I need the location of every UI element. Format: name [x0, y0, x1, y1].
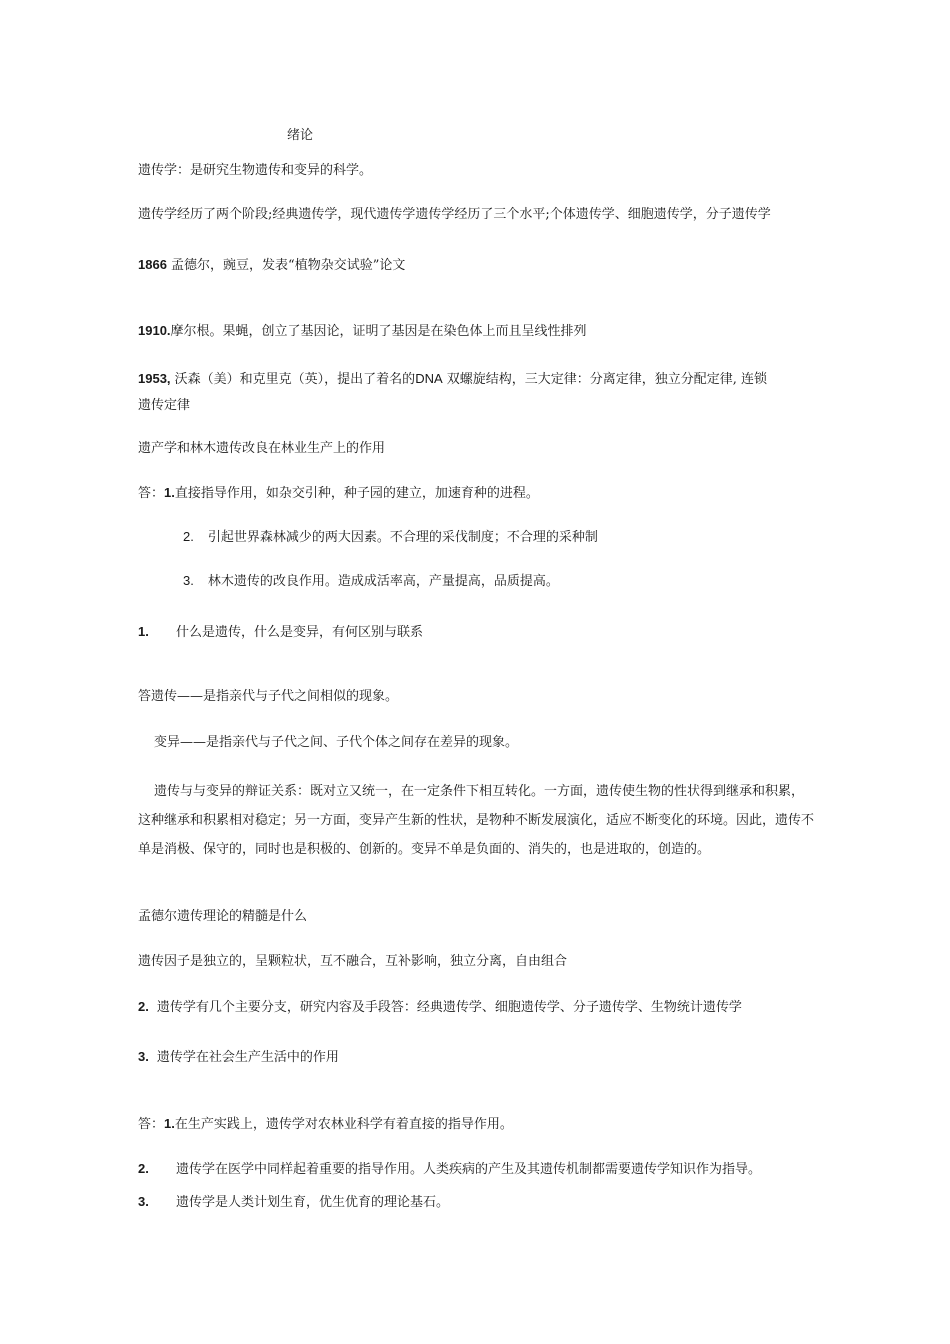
mendel-answer: 遗传因子是独立的，呈颗粒状，互不融合，互补影响，独立分离，自由组合 [138, 954, 568, 969]
year-1910: 1910. [138, 323, 171, 338]
answer-prefix: 答： [138, 1117, 165, 1132]
history-1866-text: 孟德尔，豌豆，发表“植物杂交试验”论文 [166, 258, 406, 273]
stages-line: 遗传学经历了两个阶段;经典遗传学，现代遗传学遗传学经历了三个水平;个体遗传学、细胞遗传学，分子遗传学 [138, 207, 771, 222]
definition-line: 遗传学：是研究生物遗传和变异的科学。 [138, 163, 373, 178]
year-1953: 1953, [138, 371, 171, 386]
question-3 [138, 1048, 339, 1067]
year-1866: 1866 [138, 257, 167, 272]
question-2 [138, 998, 742, 1017]
history-1910-text: 摩尔根。果蝇，创立了基因论，证明了基因是在染色体上而且呈线性排列 [170, 324, 587, 339]
history-1953 [138, 370, 767, 389]
item-number: 2. [183, 529, 194, 544]
question-1 [138, 623, 423, 642]
society-answer-1 [138, 1115, 513, 1134]
question-3-text: 遗传学在社会生产生活中的作用 [156, 1050, 339, 1065]
forestry-answer-1 [138, 484, 539, 503]
history-1953-rest: 双螺旋结构，三大定律：分离定律，独立分配定律, 连锁 [442, 372, 768, 387]
society-answer-2 [138, 1160, 761, 1179]
item-number: 3. [138, 1194, 149, 1209]
history-1866 [138, 256, 405, 275]
page-title: 绪论 [287, 128, 314, 143]
question-1-text: 什么是遗传，什么是变异，有何区别与联系 [176, 625, 424, 640]
forestry-answer-2 [183, 528, 598, 547]
society-answer-3-text: 遗传学是人类计划生育，优生优育的理论基石。 [176, 1195, 450, 1210]
society-answer-2-text: 遗传学在医学中同样起着重要的指导作用。人类疾病的产生及其遗传机制都需要遗传学知识作为指导。 [176, 1162, 762, 1177]
forestry-answer-3 [183, 572, 559, 591]
society-answer-1-text: 在生产实践上，遗传学对农林业科学有着直接的指导作用。 [174, 1117, 513, 1132]
dialectic-paragraph: 遗传与与变异的辩证关系：既对立又统一，在一定条件下相互转化。一方面，遗传使生物的性状得到继承和积累，这种继承和积累相对稳定；另一方面，变异产生新的性状，是物种不断发展演化，适应不断变化的环境。因此，遗传不单是消极、保守的，同时也是积极的、创新的。变异不单是负面的、消失的，也是进取的，创造的。 [138, 784, 815, 857]
item-number: 1. [164, 1116, 175, 1131]
answer-heredity: 答遗传——是指亲代与子代之间相似的现象。 [138, 689, 399, 704]
item-number: 1. [164, 485, 175, 500]
forestry-answer-1-text: 直接指导作用，如杂交引种，种子园的建立，加速育种的进程。 [174, 486, 539, 501]
forestry-heading: 遗产学和林木遗传改良在林业生产上的作用 [138, 441, 386, 456]
society-answer-3 [138, 1193, 449, 1212]
answer-variation: 变异——是指亲代与子代之间、子代个体之间存在差异的现象。 [154, 735, 519, 750]
question-2-text: 遗传学有几个主要分支，研究内容及手段答：经典遗传学、细胞遗传学、分子遗传学、生物统计遗传学 [156, 1000, 742, 1015]
forestry-answer-2-text: 引起世界森林减少的两大因素。不合理的采伐制度；不合理的采种制 [207, 530, 598, 545]
history-1953-cont: 遗传定律 [138, 398, 191, 413]
forestry-answer-3-text: 林木遗传的改良作用。造成成活率高，产量提高，品质提高。 [207, 574, 559, 589]
question-number: 2. [138, 999, 149, 1014]
history-1910 [138, 322, 587, 341]
answer-prefix: 答： [138, 486, 165, 501]
item-number: 2. [138, 1161, 149, 1176]
question-number: 3. [138, 1049, 149, 1064]
question-number: 1. [138, 624, 149, 639]
mendel-question: 孟德尔遗传理论的精髓是什么 [138, 909, 308, 924]
item-number: 3. [183, 573, 194, 588]
dna-term: DNA [415, 371, 443, 386]
history-1953-text: 沃森（美）和克里克（英），提出了着名的 [170, 372, 416, 387]
